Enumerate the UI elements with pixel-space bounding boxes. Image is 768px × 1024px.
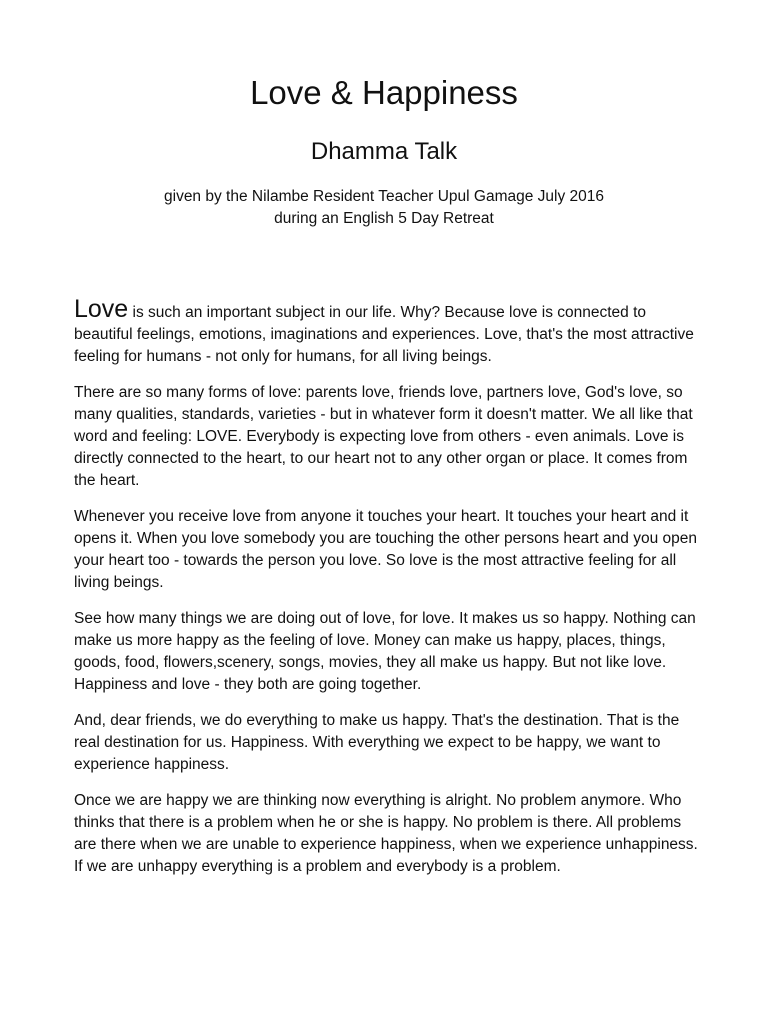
document-subtitle: Dhamma Talk — [310, 138, 458, 165]
lead-word: Love — [74, 295, 129, 323]
document-title: Love & Happiness — [250, 74, 518, 111]
paragraph-3: Whenever you receive love from anyone it touches your heart. It touches your heart and it opens it. When you love somebody you are touching the other persons heart and you open your heart too - towards the person you love. So love is the most attractive feeling for all living beings. — [74, 508, 697, 591]
paragraph-2: There are so many forms of love: parents love, friends love, partners love, God's love, so many qualities, standards, varieties - but in whatever form it doesn't matter. We all like that word and feeling: LOVE. Everybody is expecting love from others - even animals. Love is directly connected to the heart, to our heart not to any other organ or place. It comes from the heart. — [74, 384, 693, 489]
byline — [0, 186, 768, 230]
paragraph-4: See how many things we are doing out of love, for love. It makes us so happy. Nothing can make us more happy as the feeling of love. Money can make us happy, places, things, goods, food, flowers,scenery, songs, movies, they all make us happy. But not like love. Happiness and love - they both are going together. — [74, 610, 696, 693]
document-body — [74, 295, 706, 892]
paragraph-1 — [74, 295, 706, 368]
byline-line-2: during an English 5 Day Retreat — [274, 210, 494, 227]
byline-line-1: given by the Nilambe Resident Teacher Upul Gamage July 2016 — [164, 188, 604, 205]
paragraph-1-text: is such an important subject in our life. Why? Because love is connected to beautiful feelings, emotions, imaginations and experiences. Love, that's the most attractive feeling for humans - not only for humans, for all living beings. — [74, 304, 694, 365]
paragraph-5: And, dear friends, we do everything to make us happy. That's the destination. That is the real destination for us. Happiness. With everything we expect to be happy, we want to experience happiness. — [74, 712, 680, 773]
paragraph-6: Once we are happy we are thinking now everything is alright. No problem anymore. Who thinks that there is a problem when he or she is happy. No problem is there. All problems are there when we are unable to experience happiness, when we experience unhappiness. If we are unhappy everything is a problem and everybody is a problem. — [74, 792, 698, 875]
